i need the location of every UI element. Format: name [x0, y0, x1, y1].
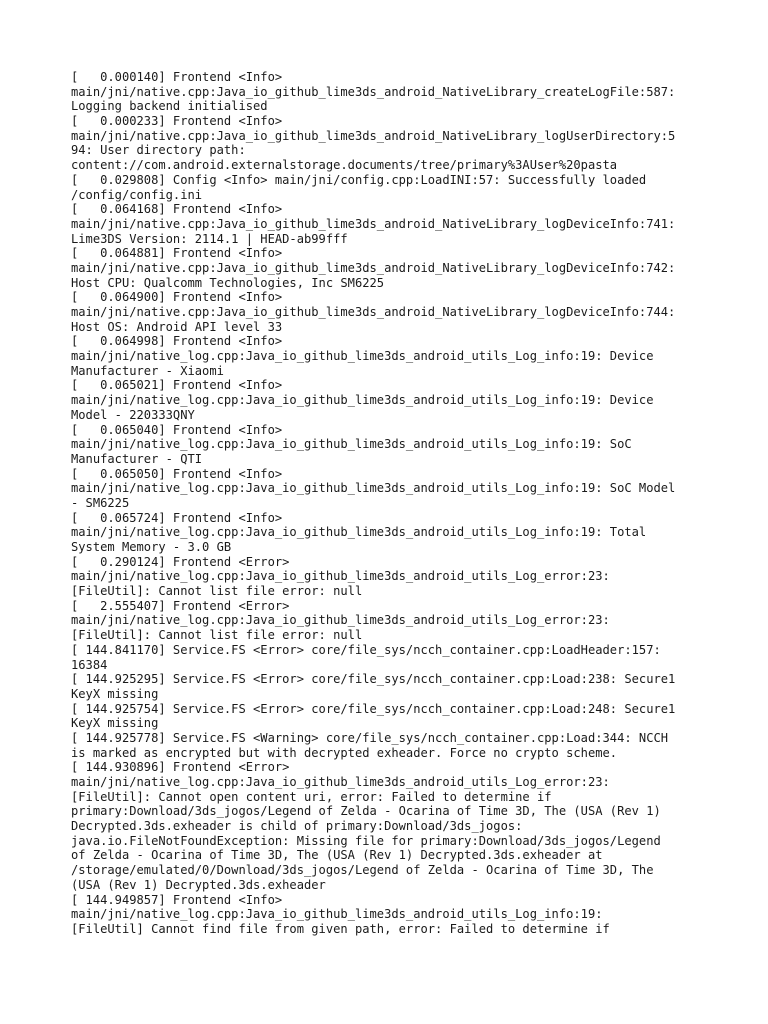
log-line: [ 144.930896] Frontend <Error> [71, 760, 290, 775]
log-line: [ 144.841170] Service.FS <Error> core/file_sys/ncch_container.cpp:LoadHeader:157: [71, 642, 661, 657]
log-line: main/jni/native.cpp:Java_io_github_lime3ds_android_NativeLibrary_logDeviceInfo:741: [71, 216, 676, 231]
log-line: KeyX missing [71, 716, 159, 731]
log-line: [ 0.000233] Frontend <Info> [71, 114, 283, 129]
log-line: - SM6225 [71, 495, 130, 510]
log-line: main/jni/native_log.cpp:Java_io_github_lime3ds_android_utils_Log_info:19: Device [71, 393, 654, 408]
log-line: [ 0.065724] Frontend <Info> [71, 510, 283, 525]
log-line: main/jni/native_log.cpp:Java_io_github_lime3ds_android_utils_Log_info:19: [71, 907, 603, 922]
log-line: [ 0.290124] Frontend <Error> [71, 554, 290, 569]
log-line: Host CPU: Qualcomm Technologies, Inc SM6225 [71, 275, 385, 290]
log-line: [ 0.029808] Config <Info> main/jni/config.cpp:LoadINI:57: Successfully loaded [71, 172, 647, 187]
log-line: Model - 220333QNY [71, 407, 195, 422]
log-line: Manufacturer - QTI [71, 451, 203, 466]
log-line: [ 0.064881] Frontend <Info> [71, 246, 283, 261]
log-line: Host OS: Android API level 33 [71, 319, 283, 334]
log-line: main/jni/native_log.cpp:Java_io_github_lime3ds_android_utils_Log_error:23: [71, 775, 610, 789]
log-line: KeyX missing [71, 686, 159, 701]
log-line: [ 0.000140] Frontend <Info> [71, 70, 283, 84]
log-line: [ 0.064998] Frontend <Info> [71, 334, 283, 349]
log-line: /storage/emulated/0/Download/3ds_jogos/Legend of Zelda - Ocarina of Time 3D, The [71, 863, 654, 878]
log-line: main/jni/native.cpp:Java_io_github_lime3ds_android_NativeLibrary_logDeviceInfo:742: [71, 260, 676, 275]
log-line: content://com.android.externalstorage.documents/tree/primary%3AUser%20pasta [71, 158, 618, 173]
log-line: [ 0.064900] Frontend <Info> [71, 290, 283, 305]
log-line: [ 0.065050] Frontend <Info> [71, 466, 283, 481]
log-line: [FileUtil] Cannot find file from given path, error: Failed to determine if [71, 921, 610, 936]
log-line: [ 0.065040] Frontend <Info> [71, 422, 283, 437]
log-line: [FileUtil]: Cannot list file error: null [71, 584, 363, 599]
log-line: 94: User directory path: [71, 143, 246, 158]
log-line: (USA (Rev 1) Decrypted.3ds.exheader [71, 877, 326, 892]
log-line: [ 144.925295] Service.FS <Error> core/file_sys/ncch_container.cpp:Load:238: Secure1 [71, 672, 676, 687]
log-line: [FileUtil]: Cannot open content uri, error: Failed to determine if [71, 789, 552, 804]
log-line: [ 0.064168] Frontend <Info> [71, 202, 283, 217]
log-line: main/jni/native_log.cpp:Java_io_github_lime3ds_android_utils_Log_error:23: [71, 613, 610, 628]
log-line: [FileUtil]: Cannot list file error: null [71, 628, 363, 643]
log-line: Lime3DS Version: 2114.1 | HEAD-ab99fff [71, 231, 348, 246]
log-line: Logging backend initialised [71, 99, 268, 114]
log-line: [ 144.949857] Frontend <Info> [71, 892, 283, 907]
log-line: main/jni/native_log.cpp:Java_io_github_lime3ds_android_utils_Log_info:19: Total [71, 525, 647, 540]
log-line: main/jni/native_log.cpp:Java_io_github_lime3ds_android_utils_Log_info:19: SoC Model [71, 481, 676, 496]
log-line: main/jni/native.cpp:Java_io_github_lime3ds_android_NativeLibrary_logDeviceInfo:744: [71, 305, 676, 319]
log-document [71, 70, 711, 937]
log-line: [ 2.555407] Frontend <Error> [71, 598, 290, 613]
log-line: is marked as encrypted but with decrypted exheader. Force no crypto scheme. [71, 745, 618, 760]
log-line: main/jni/native.cpp:Java_io_github_lime3ds_android_NativeLibrary_logUserDirectory:5 [71, 128, 676, 143]
log-line: System Memory - 3.0 GB [71, 540, 232, 554]
log-line: main/jni/native_log.cpp:Java_io_github_lime3ds_android_utils_Log_info:19: Device [71, 349, 654, 364]
log-line: Manufacturer - Xiaomi [71, 363, 224, 378]
log-line: java.io.FileNotFoundException: Missing file for primary:Download/3ds_jogos/Legend [71, 833, 661, 848]
log-line: 16384 [71, 657, 108, 672]
log-line: main/jni/native_log.cpp:Java_io_github_lime3ds_android_utils_Log_error:23: [71, 569, 610, 584]
log-line: [ 144.925754] Service.FS <Error> core/file_sys/ncch_container.cpp:Load:248: Secure1 [71, 701, 676, 716]
log-line: /config/config.ini [71, 187, 203, 202]
log-line: main/jni/native_log.cpp:Java_io_github_lime3ds_android_utils_Log_info:19: SoC [71, 437, 632, 452]
log-line: primary:Download/3ds_jogos/Legend of Zelda - Ocarina of Time 3D, The (USA (Rev 1) [71, 804, 661, 819]
log-line: Decrypted.3ds.exheader is child of primary:Download/3ds_jogos: [71, 819, 523, 834]
log-line: main/jni/native.cpp:Java_io_github_lime3ds_android_NativeLibrary_createLogFile:587: [71, 84, 676, 99]
log-line: [ 144.925778] Service.FS <Warning> core/file_sys/ncch_container.cpp:Load:344: NCCH [71, 730, 669, 745]
log-line: of Zelda - Ocarina of Time 3D, The (USA (Rev 1) Decrypted.3ds.exheader at [71, 848, 603, 863]
log-line: [ 0.065021] Frontend <Info> [71, 378, 283, 393]
